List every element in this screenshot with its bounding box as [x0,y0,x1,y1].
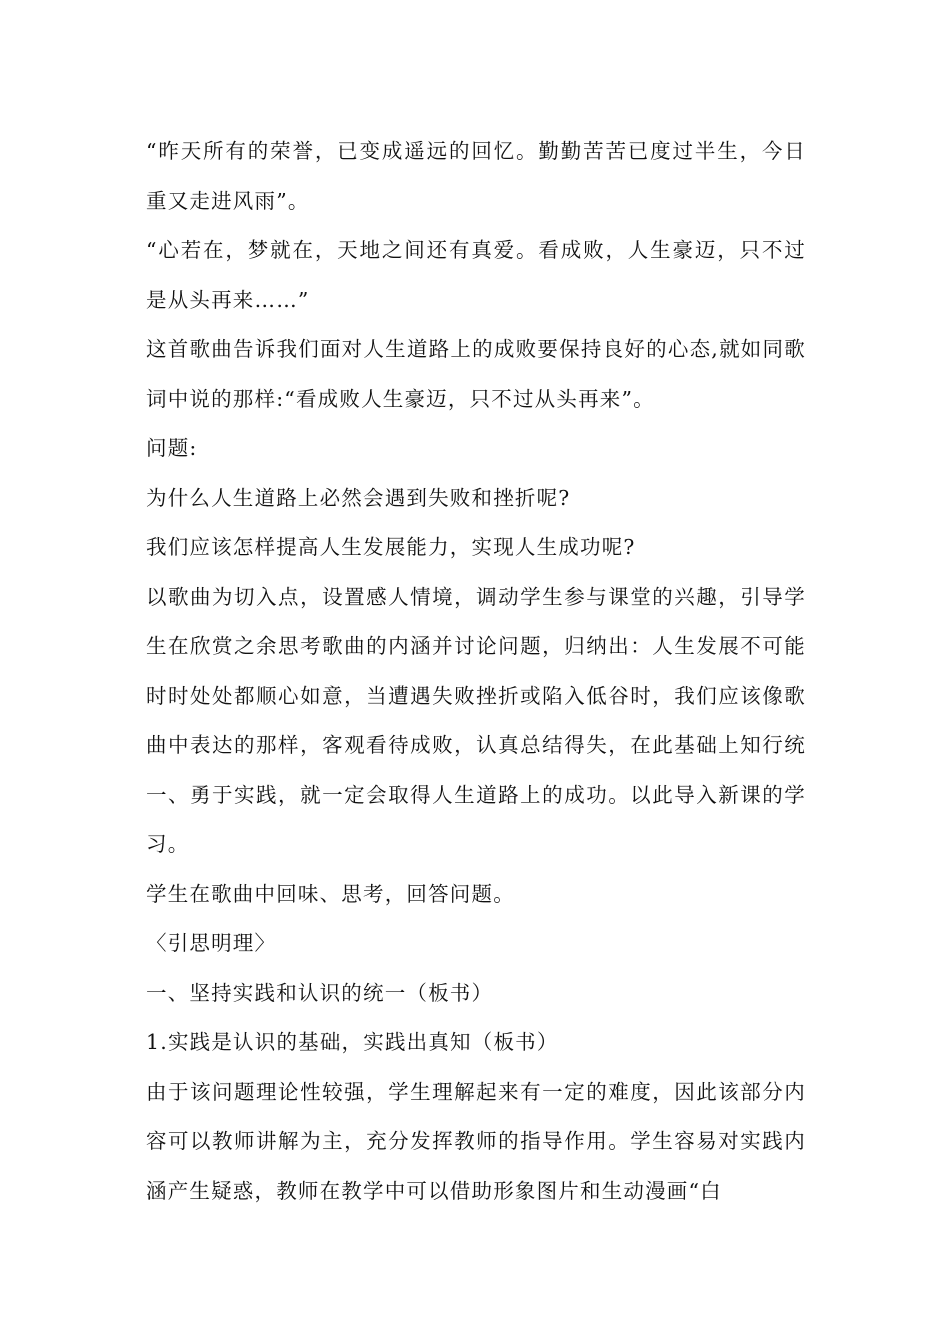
lyrics-paragraph-2: “心若在，梦就在，天地之间还有真爱。看成败，人生豪迈，只不过是从头再来……” [146,238,806,312]
subsection-heading-1-1: 1.实践是认识的基础，实践出真知（板书） [146,1030,559,1054]
document-body [146,127,806,1216]
question-heading: 问题: [146,436,198,460]
teaching-guide-paragraph: 以歌曲为切入点，设置感人情境，调动学生参与课堂的兴趣，引导学生在欣赏之余思考歌曲的内涵并讨论问题，归纳出：人生发展不可能时时处处都顺心如意，当遭遇失败挫折或陷入低谷时，我们应该像歌曲中表达的那样，客观看待成败，认真总结得失，在此基础上知行统一、勇于实践，就一定会取得人生道路上的成功。以此导入新课的学习。 [146,584,806,856]
question-2: 我们应该怎样提高人生发展能力，实现人生成功呢? [146,535,636,559]
section-heading-yinsi: 〈引思明理〉 [146,931,277,955]
section-heading-1: 一、坚持实践和认识的统一（板书） [146,980,494,1005]
song-meaning-paragraph: 这首歌曲告诉我们面对人生道路上的成败要保持良好的心态,就如同歌词中说的那样:“看成败人生豪迈，只不过从头再来”。 [146,337,806,411]
lyrics-paragraph-1: “昨天所有的荣誉，已变成遥远的回忆。勤勤苦苦已度过半生，今日重又走进风雨”。 [146,139,806,213]
student-activity-paragraph: 学生在歌曲中回味、思考，回答问题。 [146,881,515,906]
question-1: 为什么人生道路上必然会遇到失败和挫折呢? [146,485,571,510]
teaching-note-paragraph: 由于该问题理论性较强，学生理解起来有一定的难度，因此该部分内容可以教师讲解为主，充分发挥教师的指导作用。学生容易对实践内涵产生疑惑，教师在教学中可以借助形象图片和生动漫画“白 [146,1079,806,1203]
